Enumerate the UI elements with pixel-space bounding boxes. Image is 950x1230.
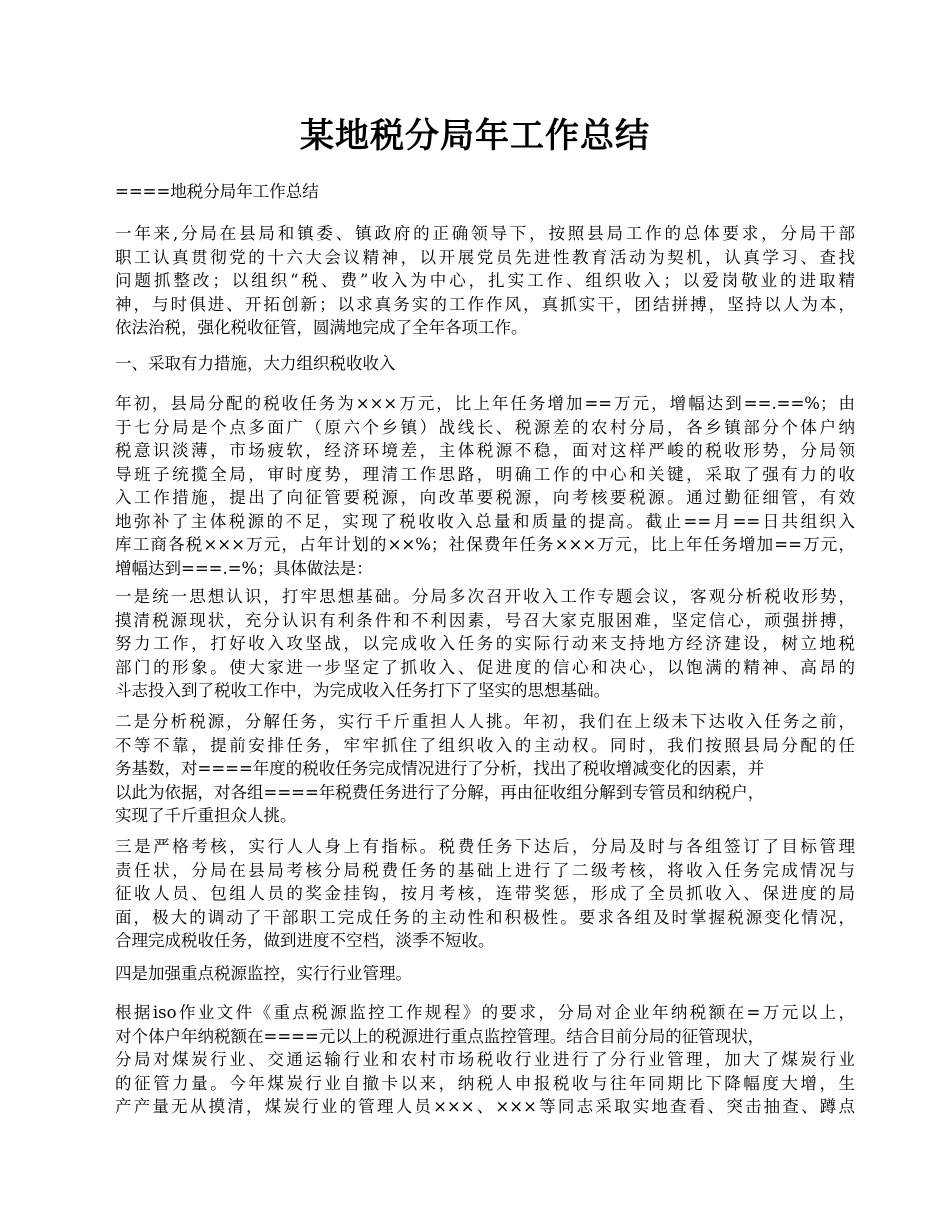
text-line: 实现了千斤重担众人挑。 xyxy=(115,806,297,825)
text-line: 问题抓整改；以组织“税、费”收入为中心，扎实工作、组织收入；以爱岗敬业的进取精 xyxy=(115,271,855,290)
text-line: 地弥补了主体税源的不足，实现了税收收入总量和质量的提高。截止==月==日共组织入 xyxy=(115,511,855,531)
text-line: 根据iso作业文件《重点税源监控工作规程》的要求，分局对企业年纳税额在=万元以上， xyxy=(115,1003,855,1022)
text-line: 务基数，对====年度的税收任务完成情况进行了分析，找出了税收增减变化的因素，并 xyxy=(115,759,765,778)
subtitle-paragraph xyxy=(115,180,855,204)
text-line: 一是统一思想认识，打牢思想基础。分局多次召开收入工作专题会议，客观分析税收形势， xyxy=(115,587,855,606)
text-line: 不等不靠，提前安排任务，牢牢抓住了组织收入的主动权。同时，我们按照县局分配的任 xyxy=(115,735,855,755)
text-line: 四是加强重点税源监控，实行行业管理。 xyxy=(115,964,412,983)
text-line: 二是分析税源，分解任务，实行千斤重担人人挑。年初，我们在上级未下达收入任务之前， xyxy=(115,712,855,731)
text-line: 产产量无从摸清，煤炭行业的管理人员×××、×××等同志采取实地查看、突击抽查、蹲点 xyxy=(115,1097,855,1116)
text-line: 摸清税源现状，充分认识有利条件和不利因素，号召大家克服困难，坚定信心，顽强拼搏， xyxy=(115,610,855,630)
section-heading xyxy=(115,962,855,986)
text-line: 征收人员、包组人员的奖金挂钩，按月考核，连带奖惩，形成了全员抓收入、保进度的局 xyxy=(115,884,855,903)
text-line: 于七分局是个点多面广（原六个乡镇）战线长、税源差的农村分局，各乡镇部分个体户纳 xyxy=(115,417,855,437)
text-line: 三是严格考核，实行人人身上有指标。税费任务下达后，分局及时与各组签订了目标管理 xyxy=(115,837,855,856)
document-title: 某地税分局年工作总结 xyxy=(300,116,650,156)
text-line: 分局对煤炭行业、交通运输行业和农村市场税收行业进行了分行业管理，加大了煤炭行业 xyxy=(115,1050,855,1069)
body-paragraph xyxy=(115,585,855,703)
text-line: 导班子统揽全局，审时度势，理清工作思路，明确工作的中心和关键，采取了强有力的收 xyxy=(115,464,855,484)
body-paragraph xyxy=(115,392,855,580)
body-paragraph xyxy=(115,710,855,828)
text-line: 以此为依据，对各组====年税费任务进行了分解，再由征收组分解到专管员和纳税户， xyxy=(115,782,765,802)
text-line: 面，极大的调动了干部职工完成任务的主动性和积极性。要求各组及时掌握税源变化情况， xyxy=(115,907,855,927)
text-line: 依法治税，强化税收征管，圆满地完成了全年各项工作。 xyxy=(115,318,528,337)
text-line: 对个体户年纳税额在====元以上的税源进行重点监控管理。结合目前分局的征管现状， xyxy=(115,1026,765,1046)
text-line: 年初，县局分配的税收任务为×××万元，比上年任务增加==万元，增幅达到==.==%；由 xyxy=(115,394,855,413)
text-line: 责任状，分局在县局考核分局税费任务的基础上进行了二级考核，将收入任务完成情况与 xyxy=(115,860,855,880)
intro-paragraph xyxy=(115,222,855,340)
text-line: 税意识淡薄，市场疲软，经济环境差，主体税源不稳，面对这样严峻的税收形势，分局领 xyxy=(115,441,855,460)
body-paragraph xyxy=(115,1001,855,1119)
text-line: 一、采取有力措施，大力组织税收收入 xyxy=(115,354,396,373)
body-paragraph xyxy=(115,835,855,953)
text-line: 努力工作，打好收入攻坚战，以完成收入任务的实际行动来支持地方经济建设，树立地税 xyxy=(115,634,855,653)
text-line: 增幅达到===.=%；具体做法是： xyxy=(115,558,373,578)
text-line: 入工作措施，提出了向征管要税源，向改革要税源，向考核要税源。通过勤征细管，有效 xyxy=(115,488,855,507)
text-line: 合理完成税收任务，做到进度不空档，淡季不短收。 xyxy=(115,931,495,950)
text-line: 斗志投入到了税收工作中，为完成收入任务打下了坚实的思想基础。 xyxy=(115,681,610,700)
section-heading xyxy=(115,352,855,376)
text-line: 的征管力量。今年煤炭行业自撤卡以来，纳税人申报税收与往年同期比下降幅度大增，生 xyxy=(115,1073,855,1093)
text-line: 一年来,分局在县局和镇委、镇政府的正确领导下，按照县局工作的总体要求，分局干部 xyxy=(115,224,855,243)
text-line: 部门的形象。使大家进一步坚定了抓收入、促进度的信心和决心，以饱满的精神、高昂的 xyxy=(115,657,855,677)
text-line: 神，与时俱进、开拓创新；以求真务实的工作作风，真抓实干，团结拼搏，坚持以人为本， xyxy=(115,294,855,314)
text-line: ====地税分局年工作总结 xyxy=(115,182,319,201)
text-line: 职工认真贯彻党的十六大会议精神，以开展党员先进性教育活动为契机，认真学习、查找 xyxy=(115,247,855,267)
text-line: 库工商各税×××万元，占年计划的××%；社保费年任务×××万元，比上年任务增加==万元， xyxy=(115,535,855,554)
